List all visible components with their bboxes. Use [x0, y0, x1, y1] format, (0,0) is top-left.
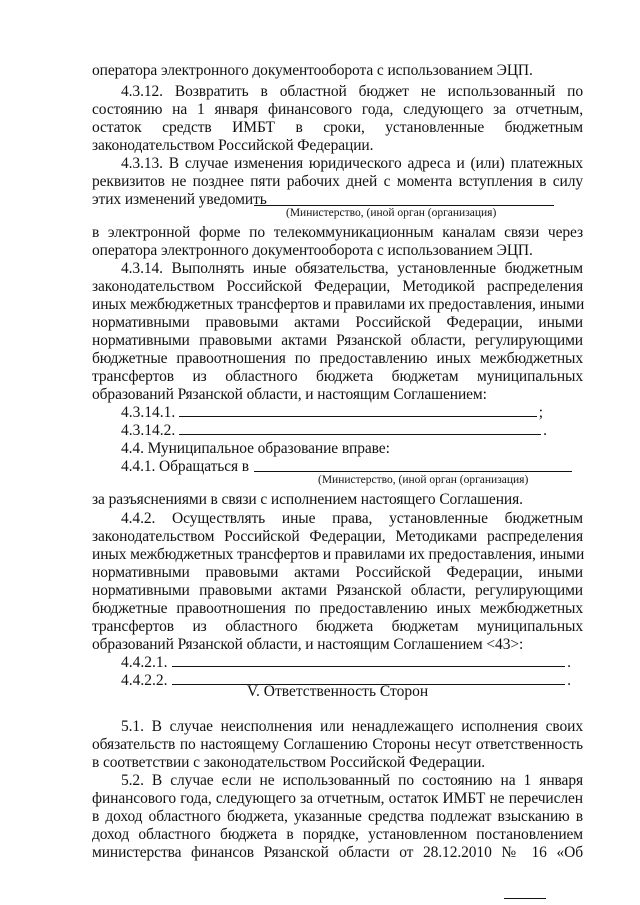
- footnote-separator: [504, 898, 546, 899]
- item-number: 4.3.14.1.: [121, 404, 176, 421]
- text-line: 4.3.14. Выполнять иные обязательства, установленные бюджетным: [121, 260, 583, 277]
- text-line: образований Рязанской области, и настоящим Соглашением:: [92, 386, 487, 403]
- text-line: бюджетные правоотношения по предоставлению иных межбюджетных: [92, 600, 583, 617]
- text-line: нормативными правовыми актами Рязанской области, регулирующими: [92, 332, 583, 349]
- text-line: законодательством Российской Федерации.: [92, 137, 374, 154]
- text-line: бюджетные правоотношения по предоставлению иных межбюджетных: [92, 350, 583, 367]
- item-number: 4.3.14.2.: [121, 422, 176, 439]
- blank-field-line: [179, 404, 536, 417]
- text-line: министерства финансов Рязанской области от 28.12.2010 № 16 «Об: [92, 844, 583, 861]
- fill-in-line: [121, 654, 571, 671]
- blank-field-line: [254, 205, 554, 206]
- line-end-mark: .: [543, 422, 547, 439]
- text-line: в соответствии с законодательством Российской Федерации.: [92, 754, 486, 771]
- section-heading: V. Ответственность Сторон: [246, 683, 429, 700]
- text-line: нормативными правовыми актами Российской Федерации, иными: [92, 314, 583, 331]
- text-line: 4.3.13. В случае изменения юридического адреса и (или) платежных: [121, 155, 583, 172]
- line-end-mark: ;: [538, 404, 543, 421]
- field-caption: (Министерство, (иной орган (организация): [286, 207, 497, 219]
- text-line: 4.4.2. Осуществлять иные права, установленные бюджетным: [121, 510, 583, 527]
- fill-in-line: [121, 404, 543, 421]
- text-line: нормативными правовыми актами Российской Федерации, иными: [92, 564, 583, 581]
- text-line: в доход областного бюджета, указанные средства подлежат взысканию в: [92, 808, 583, 825]
- text-line: в электронной форме по телекоммуникационным каналам связи через: [92, 224, 583, 241]
- text-line: за разъяснениями в связи с исполнением настоящего Соглашения.: [92, 491, 523, 508]
- text-line: остаток средств ИМБТ в сроки, установленные бюджетным: [92, 119, 583, 136]
- text-line: состоянию на 1 января финансового года, следующего за отчетным,: [92, 101, 583, 118]
- text-line: 5.1. В случае неисполнения или ненадлежащего исполнения своих: [121, 718, 583, 735]
- blank-field-line: [172, 654, 566, 667]
- field-caption: (Министерство, (иной орган (организация): [318, 474, 529, 486]
- fill-in-line: [121, 422, 547, 439]
- item-number: 4.4.2.1.: [121, 654, 168, 671]
- line-end-mark: .: [567, 654, 571, 671]
- item-number: 4.4.2.2.: [121, 672, 168, 689]
- text-line: иных межбюджетных трансфертов и правилами их предоставления, иными: [92, 546, 585, 563]
- text-line: реквизитов не позднее пяти рабочих дней с момента вступления в силу: [92, 173, 583, 190]
- text-line: оператора электронного документооборота с использованием ЭЦП.: [92, 242, 533, 259]
- text-line: 4.4. Муниципальное образование вправе:: [121, 440, 390, 457]
- text-line: нормативными правовыми актами Рязанской области, регулирующими: [92, 582, 583, 599]
- text-line: трансфертов из областного бюджета бюджетам муниципальных: [92, 618, 583, 635]
- text-line: законодательством Российской Федерации, Методиками распределения: [92, 528, 583, 545]
- text-line: трансфертов из областного бюджета бюджетам муниципальных: [92, 368, 583, 385]
- text-line: иных межбюджетных трансфертов и правилами их предоставления, иными: [92, 296, 585, 313]
- text-line: 5.2. В случае если не использованный по состоянию на 1 января: [121, 772, 583, 789]
- text-line: законодательством Российской Федерации, Методикой распределения: [92, 278, 583, 295]
- text-line: этих изменений уведомить: [92, 191, 267, 208]
- text-line: 4.4.1. Обращаться в: [121, 458, 250, 475]
- text-line: 4.3.12. Возвратить в областной бюджет не использованный по: [121, 83, 583, 100]
- text-line: доход областного бюджета в порядке, установленном постановлением: [92, 826, 583, 843]
- text-line: образований Рязанской области, и настоящим Соглашением <43>:: [92, 636, 524, 653]
- blank-field-line: [254, 471, 572, 472]
- text-line: финансового года, следующего за отчетным, остаток ИМБТ не перечислен: [92, 790, 583, 807]
- text-line: оператора электронного документооборота с использованием ЭЦП.: [92, 62, 533, 79]
- blank-field-line: [179, 422, 541, 435]
- text-line: обязательств по настоящему Соглашению Стороны несут ответственность: [92, 736, 583, 753]
- line-end-mark: .: [567, 672, 571, 689]
